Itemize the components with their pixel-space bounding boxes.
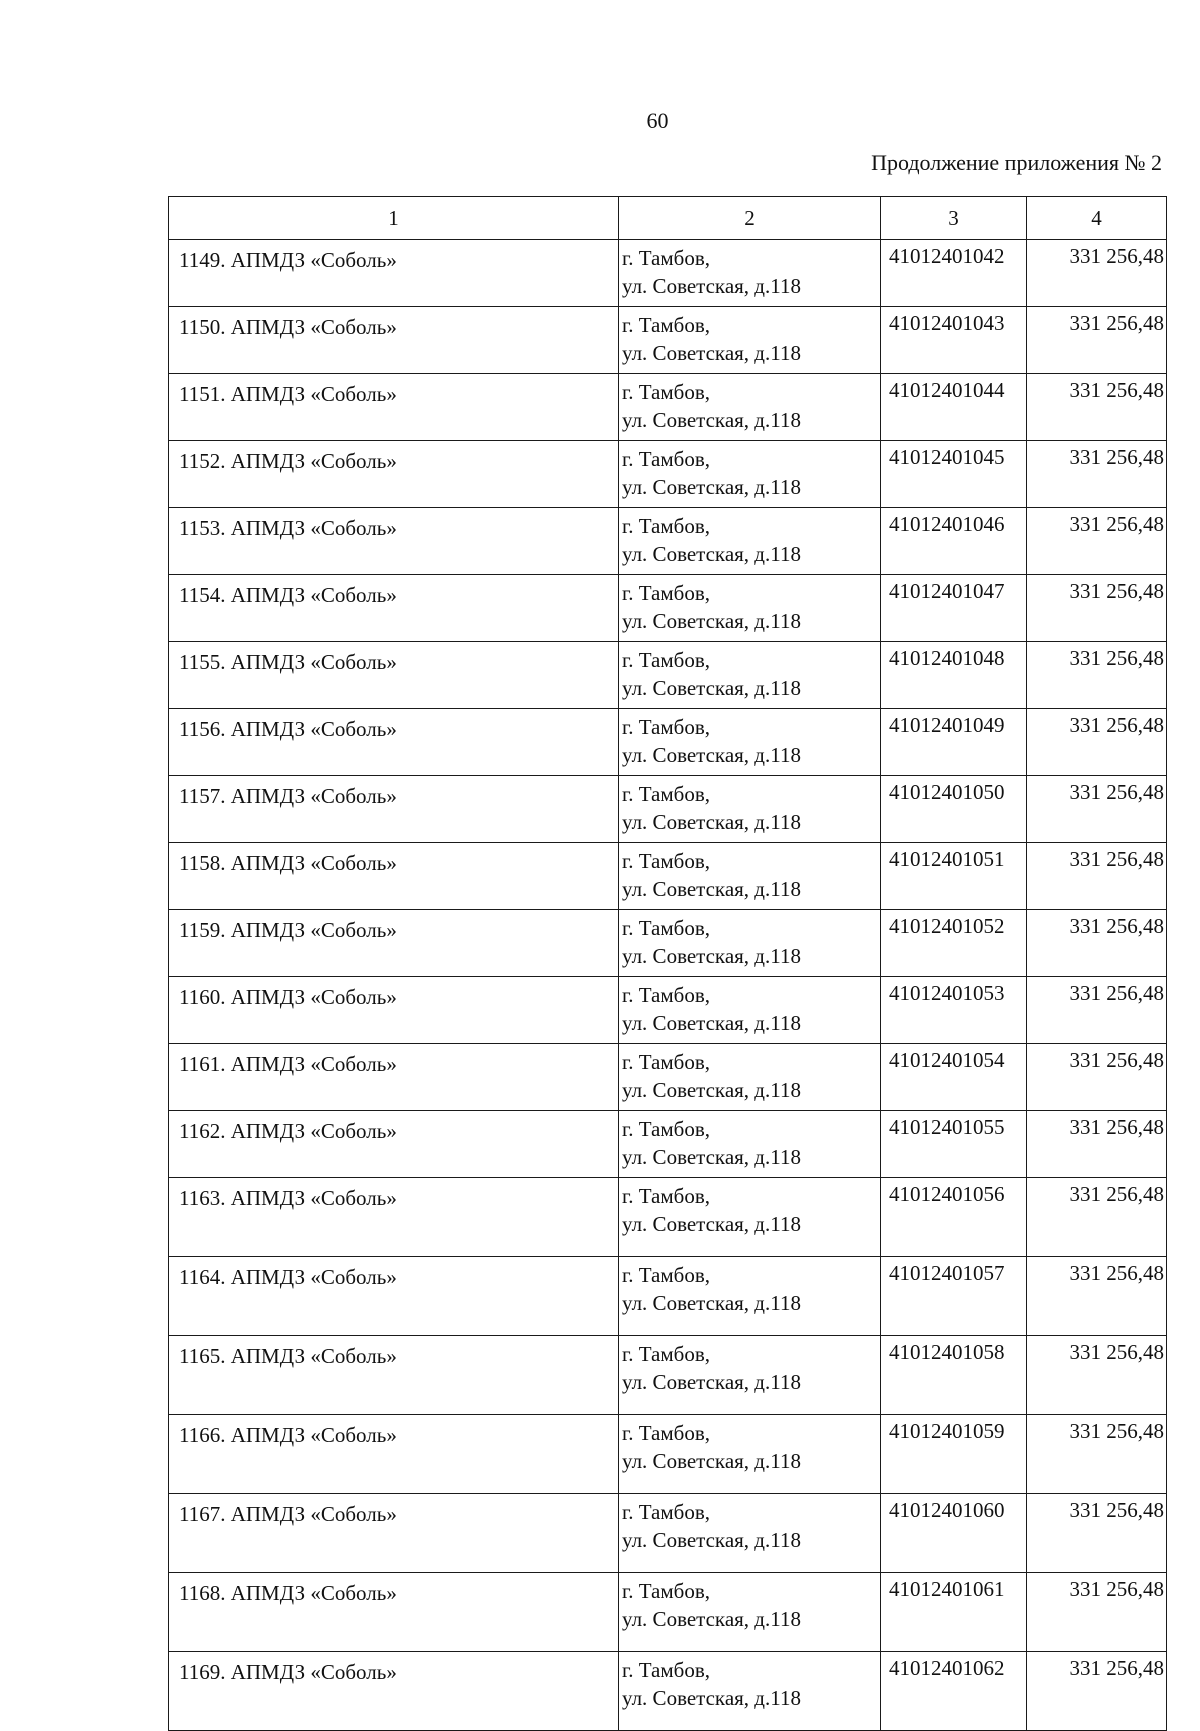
address-street: ул. Советская, д.118 (622, 408, 801, 432)
cost-cell: 331 256,48 (1027, 1044, 1167, 1111)
inventory-number-cell: 41012401058 (881, 1336, 1027, 1415)
column-header-1: 1 (169, 197, 619, 240)
table-row (169, 575, 1167, 642)
inventory-number-cell: 41012401042 (881, 240, 1027, 307)
address-street: ул. Советская, д.118 (622, 743, 801, 767)
address-cell (619, 1573, 881, 1652)
cost-cell: 331 256,48 (1027, 1111, 1167, 1178)
address-city: г. Тамбов, (622, 715, 711, 739)
item-name-cell: 1156. АПМДЗ «Соболь» (169, 709, 619, 776)
address-street: ул. Советская, д.118 (622, 1607, 801, 1631)
address-cell (619, 1336, 881, 1415)
table-row (169, 1178, 1167, 1257)
asset-registry-table (168, 196, 1167, 1731)
cost-cell: 331 256,48 (1027, 307, 1167, 374)
address-city: г. Тамбов, (622, 246, 711, 270)
table-row (169, 240, 1167, 307)
cost-cell: 331 256,48 (1027, 843, 1167, 910)
address-city: г. Тамбов, (622, 782, 711, 806)
address-cell (619, 843, 881, 910)
table-row (169, 1336, 1167, 1415)
inventory-number-cell: 41012401044 (881, 374, 1027, 441)
address-cell (619, 709, 881, 776)
address-city: г. Тамбов, (622, 916, 711, 940)
table-row (169, 709, 1167, 776)
address-city: г. Тамбов, (622, 447, 711, 471)
table-row (169, 910, 1167, 977)
item-name-cell: 1154. АПМДЗ «Соболь» (169, 575, 619, 642)
address-street: ул. Советская, д.118 (622, 1145, 801, 1169)
address-cell (619, 1178, 881, 1257)
address-city: г. Тамбов, (622, 983, 711, 1007)
cost-cell: 331 256,48 (1027, 1336, 1167, 1415)
address-street: ул. Советская, д.118 (622, 274, 801, 298)
cost-cell: 331 256,48 (1027, 575, 1167, 642)
address-city: г. Тамбов, (622, 1117, 711, 1141)
item-name-cell: 1163. АПМДЗ «Соболь» (169, 1178, 619, 1257)
address-street: ул. Советская, д.118 (622, 609, 801, 633)
address-city: г. Тамбов, (622, 849, 711, 873)
address-street: ул. Советская, д.118 (622, 341, 801, 365)
address-street: ул. Советская, д.118 (622, 1370, 801, 1394)
table-row (169, 1494, 1167, 1573)
item-name-cell: 1164. АПМДЗ «Соболь» (169, 1257, 619, 1336)
appendix-continuation-note: Продолжение приложения № 2 (871, 150, 1162, 175)
page-number: 60 (646, 108, 669, 133)
item-name-cell: 1160. АПМДЗ «Соболь» (169, 977, 619, 1044)
inventory-number-cell: 41012401062 (881, 1652, 1027, 1731)
cost-cell: 331 256,48 (1027, 1573, 1167, 1652)
address-street: ул. Советская, д.118 (622, 1449, 801, 1473)
address-street: ул. Советская, д.118 (622, 1686, 801, 1710)
address-street: ул. Советская, д.118 (622, 1528, 801, 1552)
item-name-cell: 1158. АПМДЗ «Соболь» (169, 843, 619, 910)
cost-cell: 331 256,48 (1027, 441, 1167, 508)
address-street: ул. Советская, д.118 (622, 810, 801, 834)
table-row (169, 441, 1167, 508)
table-row (169, 642, 1167, 709)
item-name-cell: 1162. АПМДЗ «Соболь» (169, 1111, 619, 1178)
cost-cell: 331 256,48 (1027, 240, 1167, 307)
address-cell (619, 374, 881, 441)
address-cell (619, 1494, 881, 1573)
table-row (169, 1573, 1167, 1652)
table-row (169, 776, 1167, 843)
address-cell (619, 1257, 881, 1336)
cost-cell: 331 256,48 (1027, 1415, 1167, 1494)
address-cell (619, 441, 881, 508)
inventory-number-cell: 41012401047 (881, 575, 1027, 642)
inventory-number-cell: 41012401049 (881, 709, 1027, 776)
address-city: г. Тамбов, (622, 514, 711, 538)
column-header-4: 4 (1027, 197, 1167, 240)
inventory-number-cell: 41012401060 (881, 1494, 1027, 1573)
address-city: г. Тамбов, (622, 1500, 711, 1524)
inventory-number-cell: 41012401048 (881, 642, 1027, 709)
address-cell (619, 1111, 881, 1178)
item-name-cell: 1159. АПМДЗ «Соболь» (169, 910, 619, 977)
cost-cell: 331 256,48 (1027, 1494, 1167, 1573)
inventory-number-cell: 41012401055 (881, 1111, 1027, 1178)
address-street: ул. Советская, д.118 (622, 542, 801, 566)
address-cell (619, 307, 881, 374)
address-street: ул. Советская, д.118 (622, 1078, 801, 1102)
address-street: ул. Советская, д.118 (622, 877, 801, 901)
address-city: г. Тамбов, (622, 1579, 711, 1603)
table-row (169, 843, 1167, 910)
item-name-cell: 1169. АПМДЗ «Соболь» (169, 1652, 619, 1731)
address-street: ул. Советская, д.118 (622, 1212, 801, 1236)
address-cell (619, 910, 881, 977)
inventory-number-cell: 41012401050 (881, 776, 1027, 843)
cost-cell: 331 256,48 (1027, 374, 1167, 441)
table-row (169, 508, 1167, 575)
table-header-row (169, 197, 1167, 240)
cost-cell: 331 256,48 (1027, 642, 1167, 709)
inventory-number-cell: 41012401054 (881, 1044, 1027, 1111)
item-name-cell: 1149. АПМДЗ «Соболь» (169, 240, 619, 307)
table-row (169, 977, 1167, 1044)
address-city: г. Тамбов, (622, 648, 711, 672)
table-row (169, 1257, 1167, 1336)
inventory-number-cell: 41012401052 (881, 910, 1027, 977)
inventory-number-cell: 41012401046 (881, 508, 1027, 575)
item-name-cell: 1167. АПМДЗ «Соболь» (169, 1494, 619, 1573)
item-name-cell: 1161. АПМДЗ «Соболь» (169, 1044, 619, 1111)
address-cell (619, 977, 881, 1044)
inventory-number-cell: 41012401057 (881, 1257, 1027, 1336)
inventory-number-cell: 41012401061 (881, 1573, 1027, 1652)
item-name-cell: 1168. АПМДЗ «Соболь» (169, 1573, 619, 1652)
address-city: г. Тамбов, (622, 1050, 711, 1074)
address-cell (619, 1415, 881, 1494)
inventory-number-cell: 41012401056 (881, 1178, 1027, 1257)
cost-cell: 331 256,48 (1027, 776, 1167, 843)
cost-cell: 331 256,48 (1027, 709, 1167, 776)
inventory-number-cell: 41012401043 (881, 307, 1027, 374)
item-name-cell: 1153. АПМДЗ «Соболь» (169, 508, 619, 575)
table-row (169, 307, 1167, 374)
address-cell (619, 1652, 881, 1731)
address-city: г. Тамбов, (622, 1421, 711, 1445)
table-row (169, 1652, 1167, 1731)
address-street: ул. Советская, д.118 (622, 475, 801, 499)
address-cell (619, 776, 881, 843)
address-city: г. Тамбов, (622, 1263, 711, 1287)
address-city: г. Тамбов, (622, 581, 711, 605)
address-cell (619, 508, 881, 575)
cost-cell: 331 256,48 (1027, 1178, 1167, 1257)
address-street: ул. Советская, д.118 (622, 944, 801, 968)
item-name-cell: 1157. АПМДЗ «Соболь» (169, 776, 619, 843)
cost-cell: 331 256,48 (1027, 508, 1167, 575)
address-street: ул. Советская, д.118 (622, 1011, 801, 1035)
item-name-cell: 1165. АПМДЗ «Соболь» (169, 1336, 619, 1415)
inventory-number-cell: 41012401059 (881, 1415, 1027, 1494)
item-name-cell: 1155. АПМДЗ «Соболь» (169, 642, 619, 709)
cost-cell: 331 256,48 (1027, 977, 1167, 1044)
item-name-cell: 1166. АПМДЗ «Соболь» (169, 1415, 619, 1494)
table-row (169, 1044, 1167, 1111)
address-cell (619, 1044, 881, 1111)
inventory-number-cell: 41012401053 (881, 977, 1027, 1044)
address-city: г. Тамбов, (622, 1342, 711, 1366)
address-street: ул. Советская, д.118 (622, 1291, 801, 1315)
column-header-3: 3 (881, 197, 1027, 240)
address-cell (619, 575, 881, 642)
address-cell (619, 642, 881, 709)
table-row (169, 1415, 1167, 1494)
item-name-cell: 1151. АПМДЗ «Соболь» (169, 374, 619, 441)
item-name-cell: 1152. АПМДЗ «Соболь» (169, 441, 619, 508)
address-city: г. Тамбов, (622, 1184, 711, 1208)
address-street: ул. Советская, д.118 (622, 676, 801, 700)
item-name-cell: 1150. АПМДЗ «Соболь» (169, 307, 619, 374)
address-cell (619, 240, 881, 307)
table-body (169, 197, 1167, 1731)
cost-cell: 331 256,48 (1027, 1257, 1167, 1336)
inventory-number-cell: 41012401051 (881, 843, 1027, 910)
address-city: г. Тамбов, (622, 313, 711, 337)
inventory-number-cell: 41012401045 (881, 441, 1027, 508)
column-header-2: 2 (619, 197, 881, 240)
table-row (169, 374, 1167, 441)
address-city: г. Тамбов, (622, 380, 711, 404)
address-city: г. Тамбов, (622, 1658, 711, 1682)
table-row (169, 1111, 1167, 1178)
cost-cell: 331 256,48 (1027, 910, 1167, 977)
cost-cell: 331 256,48 (1027, 1652, 1167, 1731)
